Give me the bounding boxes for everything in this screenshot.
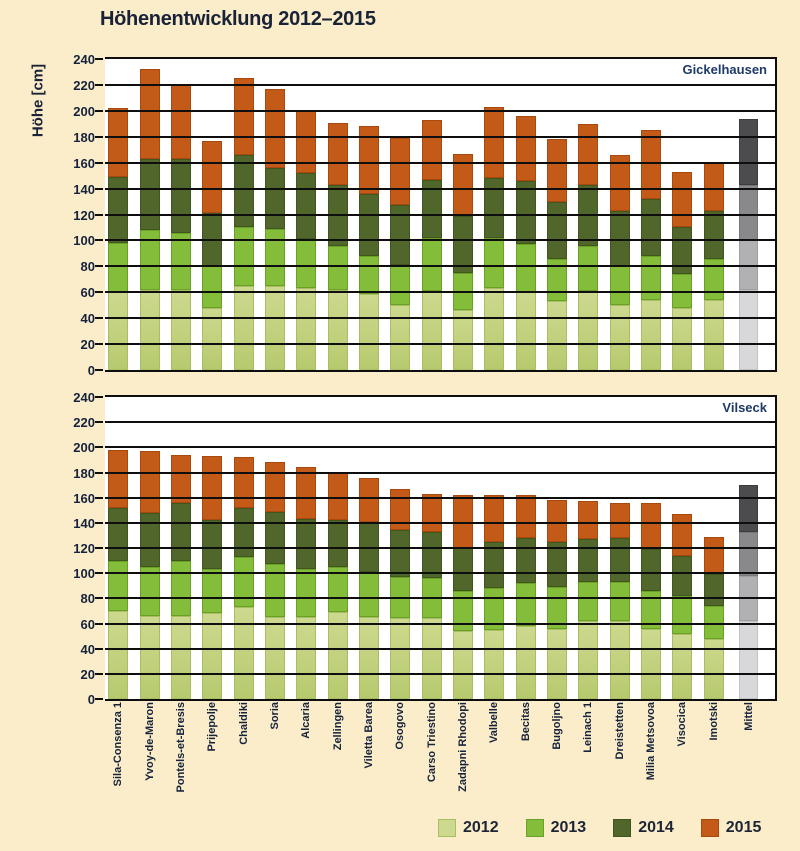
legend-item-2015 (701, 819, 762, 837)
bar-segment-2015 (422, 120, 442, 180)
bar-segment-2014 (704, 574, 724, 605)
gridline-120 (105, 214, 775, 216)
bar-segment-2012 (140, 616, 160, 699)
bar-segment-2012 (171, 616, 191, 699)
category-label: Valbelle (488, 702, 501, 743)
y-tick-label-100: 100 (73, 233, 95, 249)
category-label: Pontels-et-Bresis (175, 702, 188, 793)
gridline-20 (105, 343, 775, 345)
bar-segment-2014 (296, 519, 316, 569)
bar-segment-2012 (641, 300, 661, 370)
y-tick-60 (95, 623, 103, 625)
category-label: Leinach 1 (582, 702, 595, 753)
bar-segment-2014 (265, 512, 285, 565)
bar-segment-2015 (359, 478, 379, 522)
y-tick-180 (95, 136, 103, 138)
gridline-60 (105, 623, 775, 625)
bar-segment-2015 (140, 451, 160, 513)
bar-segment-2015 (704, 537, 724, 575)
bar-segment-2012 (234, 286, 254, 370)
y-tick-20 (95, 673, 103, 675)
bar-segment-2013 (516, 583, 536, 626)
bar-segment-2013 (234, 557, 254, 607)
bar-segment-2015 (484, 495, 504, 542)
y-tick-0 (95, 369, 103, 371)
y-tick-240 (95, 396, 103, 398)
bar-segment-2015-mittel (739, 119, 758, 185)
bar-segment-2012 (202, 613, 222, 699)
bar-segment-2012 (484, 630, 504, 699)
category-label: Prijepolje (206, 702, 219, 752)
bar-segment-2012 (359, 617, 379, 699)
bar-segment-2012 (547, 301, 567, 370)
bar-segment-2012 (484, 288, 504, 370)
bar-segment-2014 (704, 211, 724, 259)
y-tick-label-100: 100 (73, 566, 95, 582)
legend-label-2013: 2013 (550, 819, 587, 836)
category-label: Sila-Consenza 1 (112, 702, 125, 787)
gridline-200 (105, 110, 775, 112)
bar-segment-2012 (547, 629, 567, 699)
y-tick-label-160: 160 (73, 155, 95, 171)
bar-segment-2012 (296, 617, 316, 699)
bar-segment-2013 (672, 596, 692, 634)
gridline-60 (105, 291, 775, 293)
legend-label-2015: 2015 (725, 819, 762, 836)
legend (438, 819, 761, 837)
y-tick-label-60: 60 (80, 616, 95, 632)
gridline-20 (105, 673, 775, 675)
bar-segment-2013 (265, 229, 285, 286)
gridline-220 (105, 421, 775, 423)
gridline-100 (105, 239, 775, 241)
legend-label-2012: 2012 (463, 819, 499, 836)
bar-segment-2014 (610, 538, 630, 582)
gridline-40 (105, 648, 775, 650)
y-tick-160 (95, 162, 103, 164)
gridline-100 (105, 572, 775, 574)
bar-segment-2014 (265, 168, 285, 229)
bar-segment-2013 (516, 244, 536, 292)
bar-segment-2015 (234, 78, 254, 154)
y-tick-label-40: 40 (80, 641, 95, 657)
y-tick-label-20: 20 (80, 666, 95, 682)
bar-segment-2012 (422, 618, 442, 699)
bar-segment-2014 (108, 508, 128, 561)
bar-segment-2015 (390, 489, 410, 531)
panel-label-vilseck: Vilseck (722, 400, 767, 415)
bar-segment-2015 (672, 514, 692, 556)
bar-segment-2013 (359, 572, 379, 617)
bar-segment-2014 (578, 539, 598, 582)
bar-segment-2014 (171, 503, 191, 561)
bar-segment-2012 (704, 300, 724, 370)
y-tick-label-40: 40 (80, 311, 95, 327)
gridline-120 (105, 547, 775, 549)
bar-segment-2012 (422, 291, 442, 370)
y-tick-100 (95, 572, 103, 574)
bar-segment-2013 (610, 266, 630, 305)
bar-segment-2015 (108, 450, 128, 508)
y-tick-120 (95, 214, 103, 216)
bar-segment-2012 (610, 305, 630, 370)
bar-segment-2012 (296, 288, 316, 370)
bar-segment-2015 (171, 455, 191, 503)
gridline-180 (105, 472, 775, 474)
bar-segment-2012 (328, 612, 348, 699)
bar-segment-2015 (390, 138, 410, 205)
bar-segment-2015 (672, 172, 692, 228)
y-tick-label-140: 140 (73, 181, 95, 197)
bar-segment-2013 (108, 561, 128, 611)
y-tick-label-120: 120 (73, 541, 95, 556)
category-label: Soria (269, 702, 282, 730)
y-tick-label-180: 180 (73, 465, 95, 481)
y-tick-80 (95, 597, 103, 599)
bar-segment-2015 (140, 69, 160, 158)
bar-segment-2015-mittel (739, 485, 758, 532)
y-tick-label-220: 220 (73, 415, 95, 431)
bar-segment-2012 (265, 286, 285, 370)
category-label: Chaldiki (237, 702, 250, 745)
y-tick-label-200: 200 (73, 440, 95, 456)
gridline-40 (105, 317, 775, 319)
bar-segment-2014 (359, 194, 379, 256)
y-tick-200 (95, 446, 103, 448)
bar-segment-2012 (672, 634, 692, 699)
bar-segment-2014 (234, 155, 254, 228)
bar-segment-2015 (234, 457, 254, 507)
bar-segment-2012 (234, 607, 254, 699)
y-tick-240 (95, 58, 103, 60)
category-label: Yvoy-de-Maron (143, 702, 156, 781)
bar-segment-2012 (453, 310, 473, 370)
legend-item-2014 (613, 819, 674, 837)
category-label: Dreistetten (613, 702, 626, 760)
bar-segment-2013 (359, 256, 379, 294)
category-label: Zadapni Rhodopi (457, 702, 470, 792)
y-tick-140 (95, 188, 103, 190)
bar-segment-2012 (359, 294, 379, 370)
y-tick-0 (95, 698, 103, 700)
bar-segment-2014 (202, 520, 222, 569)
y-tick-label-180: 180 (73, 129, 95, 145)
category-label: Alcaria (300, 702, 313, 739)
bar-segment-2013 (171, 561, 191, 616)
bar-segment-2014 (453, 548, 473, 591)
y-tick-label-220: 220 (73, 77, 95, 93)
bar-segment-2014 (171, 159, 191, 233)
panel-label-gickelhausen: Gickelhausen (682, 62, 767, 77)
category-label: Milia Metsovoa (645, 702, 657, 781)
bar-segment-2012 (390, 618, 410, 699)
chart-title: Höhenentwicklung 2012–2015 (100, 8, 376, 30)
bar-segment-2015 (422, 494, 442, 532)
bar-segment-2014 (641, 199, 661, 256)
bar-segment-2015 (108, 108, 128, 177)
y-tick-220 (95, 84, 103, 86)
y-tick-20 (95, 343, 103, 345)
bar-segment-2012 (516, 626, 536, 699)
bar-segment-2012 (171, 290, 191, 370)
bar-segment-2014 (296, 173, 316, 239)
bar-segment-2013 (641, 256, 661, 300)
gridline-140 (105, 522, 775, 524)
bar-segment-2015 (328, 123, 348, 185)
legend-item-2012 (438, 819, 499, 837)
bar-segment-2012 (641, 629, 661, 699)
legend-item-2013 (526, 819, 587, 837)
category-label: Zellingen (331, 702, 344, 751)
bar-segment-2012 (578, 291, 598, 370)
legend-label-2014: 2014 (638, 819, 674, 836)
bar-segment-2015 (578, 501, 598, 539)
y-tick-label-160: 160 (73, 490, 95, 506)
y-tick-100 (95, 239, 103, 241)
gridline-80 (105, 265, 775, 267)
y-tick-label-240: 240 (73, 52, 95, 67)
gridline-160 (105, 162, 775, 164)
bar-segment-2012 (516, 292, 536, 370)
bar-segment-2013 (578, 246, 598, 291)
plot-gickelhausen (73, 52, 777, 378)
legend-swatch-2012 (438, 819, 456, 837)
bar-segment-2013 (234, 227, 254, 285)
category-label: Becitas (519, 702, 532, 742)
bar-segment-2012 (140, 290, 160, 370)
bar-segment-2014 (140, 159, 160, 230)
bar-segment-2012-mittel (739, 621, 758, 699)
bar-segment-2015 (578, 124, 598, 185)
y-tick-label-20: 20 (80, 337, 95, 353)
gridline-80 (105, 597, 775, 599)
bar-segment-2012 (328, 290, 348, 370)
y-tick-40 (95, 648, 103, 650)
gridline-200 (105, 446, 775, 448)
category-label: Viletta Barea (363, 702, 376, 769)
gridline-140 (105, 188, 775, 190)
bar-segment-2014 (547, 202, 567, 259)
bar-segment-2015 (202, 456, 222, 520)
plot-vilseck (73, 390, 777, 707)
y-tick-160 (95, 497, 103, 499)
y-tick-60 (95, 291, 103, 293)
bar-segment-2014 (453, 216, 473, 273)
bar-segment-2013 (578, 582, 598, 621)
bar-segment-2013 (610, 582, 630, 621)
y-tick-label-240: 240 (73, 390, 95, 405)
bar-segment-2012 (453, 631, 473, 699)
bar-segment-2014 (641, 549, 661, 591)
bar-segment-2015 (610, 503, 630, 538)
bar-segment-2013 (328, 246, 348, 290)
category-label: Visocica (676, 702, 689, 747)
y-tick-label-0: 0 (87, 692, 95, 707)
y-tick-label-80: 80 (80, 259, 95, 275)
bar-segment-2015 (202, 141, 222, 214)
bar-segment-2014 (328, 520, 348, 567)
bar-segment-2015 (641, 503, 661, 550)
bar-segment-2013 (484, 238, 504, 289)
y-tick-40 (95, 317, 103, 319)
bar-segment-2015 (265, 89, 285, 168)
y-tick-label-0: 0 (87, 363, 95, 378)
bar-segment-2012-mittel (739, 290, 758, 370)
legend-swatch-2015 (701, 819, 719, 837)
bar-segment-2015 (296, 467, 316, 519)
category-label: Bugoljno (551, 702, 564, 750)
bar-segment-2013 (202, 569, 222, 613)
y-tick-label-200: 200 (73, 103, 95, 119)
bar-segment-2015 (547, 139, 567, 201)
bar-segment-2012 (578, 621, 598, 699)
bar-segment-2013 (296, 239, 316, 288)
bar-segment-2015 (171, 85, 191, 159)
bar-segment-2013 (202, 266, 222, 307)
bar-segment-2013 (140, 567, 160, 616)
y-tick-140 (95, 522, 103, 524)
bar-segment-2013 (108, 243, 128, 292)
y-tick-180 (95, 472, 103, 474)
gridline-180 (105, 136, 775, 138)
bar-segment-2014 (516, 538, 536, 583)
bar-segment-2012 (108, 292, 128, 370)
bar-segment-2014 (672, 556, 692, 596)
y-tick-label-60: 60 (80, 285, 95, 301)
bar-segment-2012 (390, 305, 410, 370)
y-tick-label-140: 140 (73, 515, 95, 531)
category-label: Osogovo (394, 702, 407, 750)
bar-segment-2012 (610, 621, 630, 699)
bar-segment-2015 (265, 462, 285, 511)
y-tick-label-80: 80 (80, 591, 95, 607)
bar-segment-2012 (265, 617, 285, 699)
bar-segment-2013 (296, 569, 316, 617)
bar-segment-2015 (484, 107, 504, 178)
y-tick-label-120: 120 (73, 207, 95, 223)
legend-swatch-2013 (526, 819, 544, 837)
y-tick-220 (95, 421, 103, 423)
category-label: Mittel (742, 702, 755, 731)
y-axis-label: Höhe [cm] (29, 63, 47, 138)
gridline-220 (105, 84, 775, 86)
bar-segment-2014 (390, 530, 410, 577)
bar-segment-2015 (516, 116, 536, 181)
y-tick-120 (95, 547, 103, 549)
y-tick-200 (95, 110, 103, 112)
gridline-160 (105, 497, 775, 499)
bar-segment-2014-mittel (739, 532, 758, 576)
bar-segment-2013 (390, 265, 410, 305)
legend-swatch-2014 (613, 819, 631, 837)
bar-segment-2014 (234, 508, 254, 557)
category-label: Carso Triestino (425, 702, 438, 783)
category-label: Imotski (707, 702, 720, 741)
y-tick-80 (95, 265, 103, 267)
bar-segment-2015 (516, 495, 536, 538)
